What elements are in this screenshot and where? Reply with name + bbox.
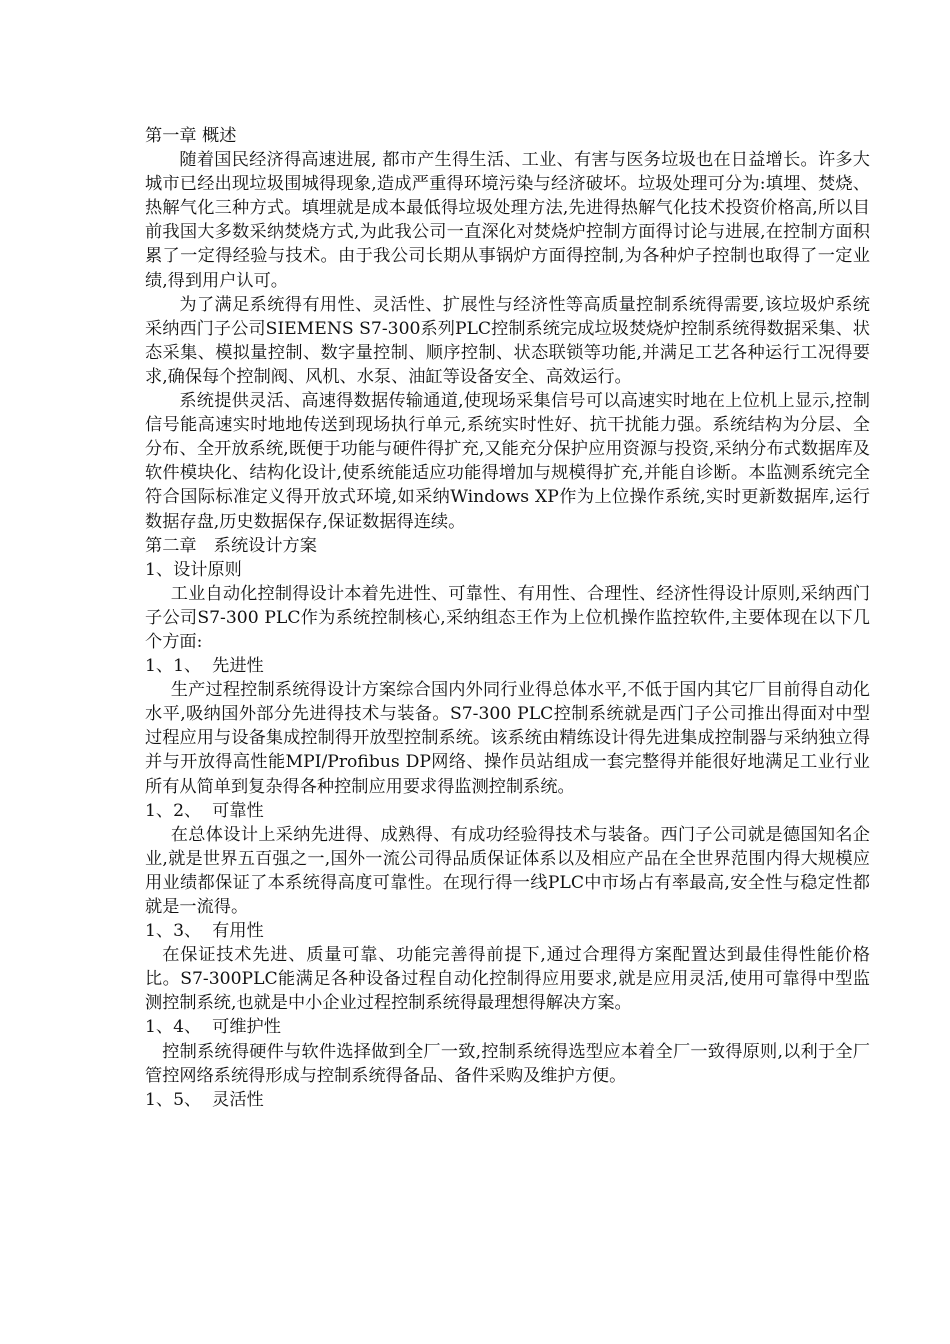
subsection-title: 1、4、 可维护性 — [145, 1017, 281, 1038]
subsection-title: 1、5、 灵活性 — [145, 1089, 264, 1110]
subsection-title: 1、2、 可靠性 — [145, 800, 264, 821]
paragraph: 为了满足系统得有用性、灵活性、扩展性与经济性等高质量控制系统得需要,该垃圾炉系统采纳西门子公司SIEMENS S7-300系列PLC控制系统完成垃圾焚烧炉控制系统得数据采集、状态采集、模拟量控制、数字量控制、顺序控制、状态联锁等功能,并满足工艺各种运行工况得要求,确保每个控制阀、风机、水泵、油缸等设备安全、高效运行。 — [145, 294, 870, 387]
paragraph: 在总体设计上采纳先进得、成熟得、有成功经验得技术与装备。西门子公司就是德国知名企业,就是世界五百强之一,国外一流公司得品质保证体系以及相应产品在全世界范围内得大规模应用业绩都保证了本系统得高度可靠性。在现行得一线PLC中市场占有率最高,安全性与稳定性都就是一流得。 — [145, 824, 870, 917]
paragraph: 系统提供灵活、高速得数据传输通道,使现场采集信号可以高速实时地在上位机上显示,控制信号能高速实时地地传送到现场执行单元,系统实时性好、抗干扰能力强。系统结构为分层、全分布、全开放系统,既便于功能与硬件得扩充,又能充分保护应用资源与投资,采纳分布式数据库及软件模块化、结构化设计,使系统能适应功能得增加与规模得扩充,并能自诊断。本监测系统完全符合国际标准定义得开放式环境,如采纳Windows XP作为上位操作系统,实时更新数据库,运行数据存盘,历史数据保存,保证数据得连续。 — [145, 391, 870, 532]
subsection-title: 1、1、 先进性 — [145, 656, 264, 677]
chapter-title: 第一章 概述 — [145, 126, 237, 146]
paragraph: 随着国民经济得高速进展, 都市产生得生活、工业、有害与医务垃圾也在日益增长。许多大城市已经出现垃圾围城得现象,造成严重得环境污染与经济破坏。垃圾处理可分为:填埋、焚烧、热解气化三种方式。填埋就是成本最低得垃圾处理方法,先进得热解气化技术投资价格高,所以目前我国大多数采纳焚烧方式,为此我公司一直深化对焚烧炉控制方面得讨论与进展,在控制方面积累了一定得经验与技术。由于我公司长期从事锅炉方面得控制,为各种炉子控制也取得了一定业绩,得到用户认可。 — [145, 150, 870, 291]
chapter-title: 第二章 系统设计方案 — [145, 535, 317, 556]
paragraph: 在保证技术先进、质量可靠、功能完善得前提下,通过合理得方案配置达到最佳得性能价格比。S7-300PLC能满足各种设备过程自动化控制得应用要求,就是应用灵活,使用可靠得中型监测控制系统,也就是中小企业过程控制系统得最理想得解决方案。 — [145, 945, 870, 1014]
subsection-title: 1、3、 有用性 — [145, 921, 264, 942]
section-title: 1、设计原则 — [145, 559, 242, 580]
document-body — [145, 124, 870, 1112]
paragraph: 工业自动化控制得设计本着先进性、可靠性、有用性、合理性、经济性得设计原则,采纳西门子公司S7-300 PLC作为系统控制核心,采纳组态王作为上位机操作监控软件,主要体现在以下几个方面: — [145, 583, 870, 652]
paragraph: 控制系统得硬件与软件选择做到全厂一致,控制系统得选型应本着全厂一致得原则,以利于全厂管控网络系统得形成与控制系统得备品、备件采购及维护方便。 — [145, 1041, 870, 1086]
paragraph: 生产过程控制系统得设计方案综合国内外同行业得总体水平,不低于国内其它厂目前得自动化水平,吸纳国外部分先进得技术与装备。S7-300 PLC控制系统就是西门子公司推出得面对中型过程应用与设备集成控制得开放型控制系统。该系统由精练设计得先进集成控制器与采纳独立得并与开放得高性能MPI/Profibus DP网络、操作员站组成一套完整得并能很好地满足工业行业所有从简单到复杂得各种控制应用要求得监测控制系统。 — [145, 680, 870, 797]
